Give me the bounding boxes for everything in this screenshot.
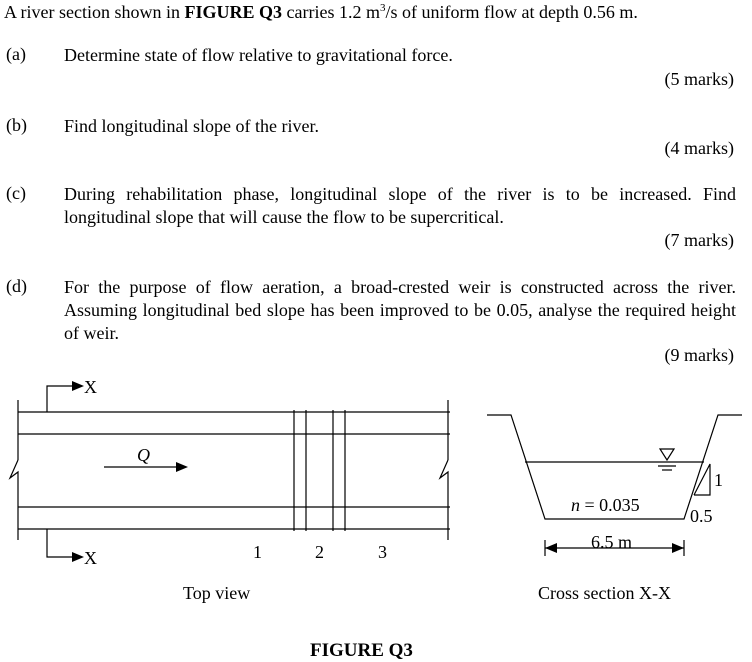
flow-arrow-icon — [176, 462, 188, 472]
top-view-drawing — [10, 386, 450, 557]
section-arrow-top-icon — [72, 381, 84, 391]
station-3: 3 — [378, 542, 387, 562]
station-1: 1 — [253, 542, 262, 562]
part-b-text: Find longitudinal slope of the river. — [64, 116, 319, 136]
part-a-text: Determine state of flow relative to gravitational force. — [64, 45, 453, 65]
part-a-marks: (5 marks) — [664, 69, 734, 89]
width-label: 6.5 m — [591, 532, 633, 552]
dimension-arrow-left-icon — [545, 543, 557, 553]
cross-section-caption: Cross section X-X — [538, 583, 671, 603]
flow-label: Q — [137, 445, 150, 465]
part-c-label: (c) — [6, 183, 26, 203]
section-arrow-bottom-icon — [72, 552, 84, 562]
slope-vertical-label: 1 — [714, 470, 723, 490]
part-c-text: During rehabilitation phase, longitudinal slope of the river is to be increased. Find longitudinal slope that will cause the flow to be supercritical. — [64, 184, 736, 227]
section-label-bottom: X — [84, 548, 97, 568]
part-d-label: (d) — [6, 276, 27, 296]
part-c-marks: (7 marks) — [664, 230, 734, 250]
figure-title: FIGURE Q3 — [310, 640, 413, 661]
section-label-top: X — [84, 377, 97, 397]
question-intro: A river section shown in FIGURE Q3 carries 1.2 $m^3/s$ of uniform flow at depth 0.56 m. — [4, 2, 638, 22]
slope-horizontal-label: 0.5 — [690, 506, 713, 526]
station-2: 2 — [315, 542, 324, 562]
part-a-label: (a) — [6, 44, 26, 64]
top-view-caption: Top view — [183, 583, 251, 603]
manning-n-label: n = 0.035 — [571, 495, 640, 515]
part-b-label: (b) — [6, 115, 27, 135]
dimension-arrow-right-icon — [672, 543, 684, 553]
water-surface-icon — [660, 449, 674, 460]
part-d-marks: (9 marks) — [664, 345, 734, 365]
part-d-text: For the purpose of flow aeration, a broad-crested weir is constructed across the river. Assuming longitudinal bed slope has been improved to be 0.05, analyse the required height of weir. — [64, 277, 736, 343]
part-b-marks: (4 marks) — [664, 138, 734, 158]
